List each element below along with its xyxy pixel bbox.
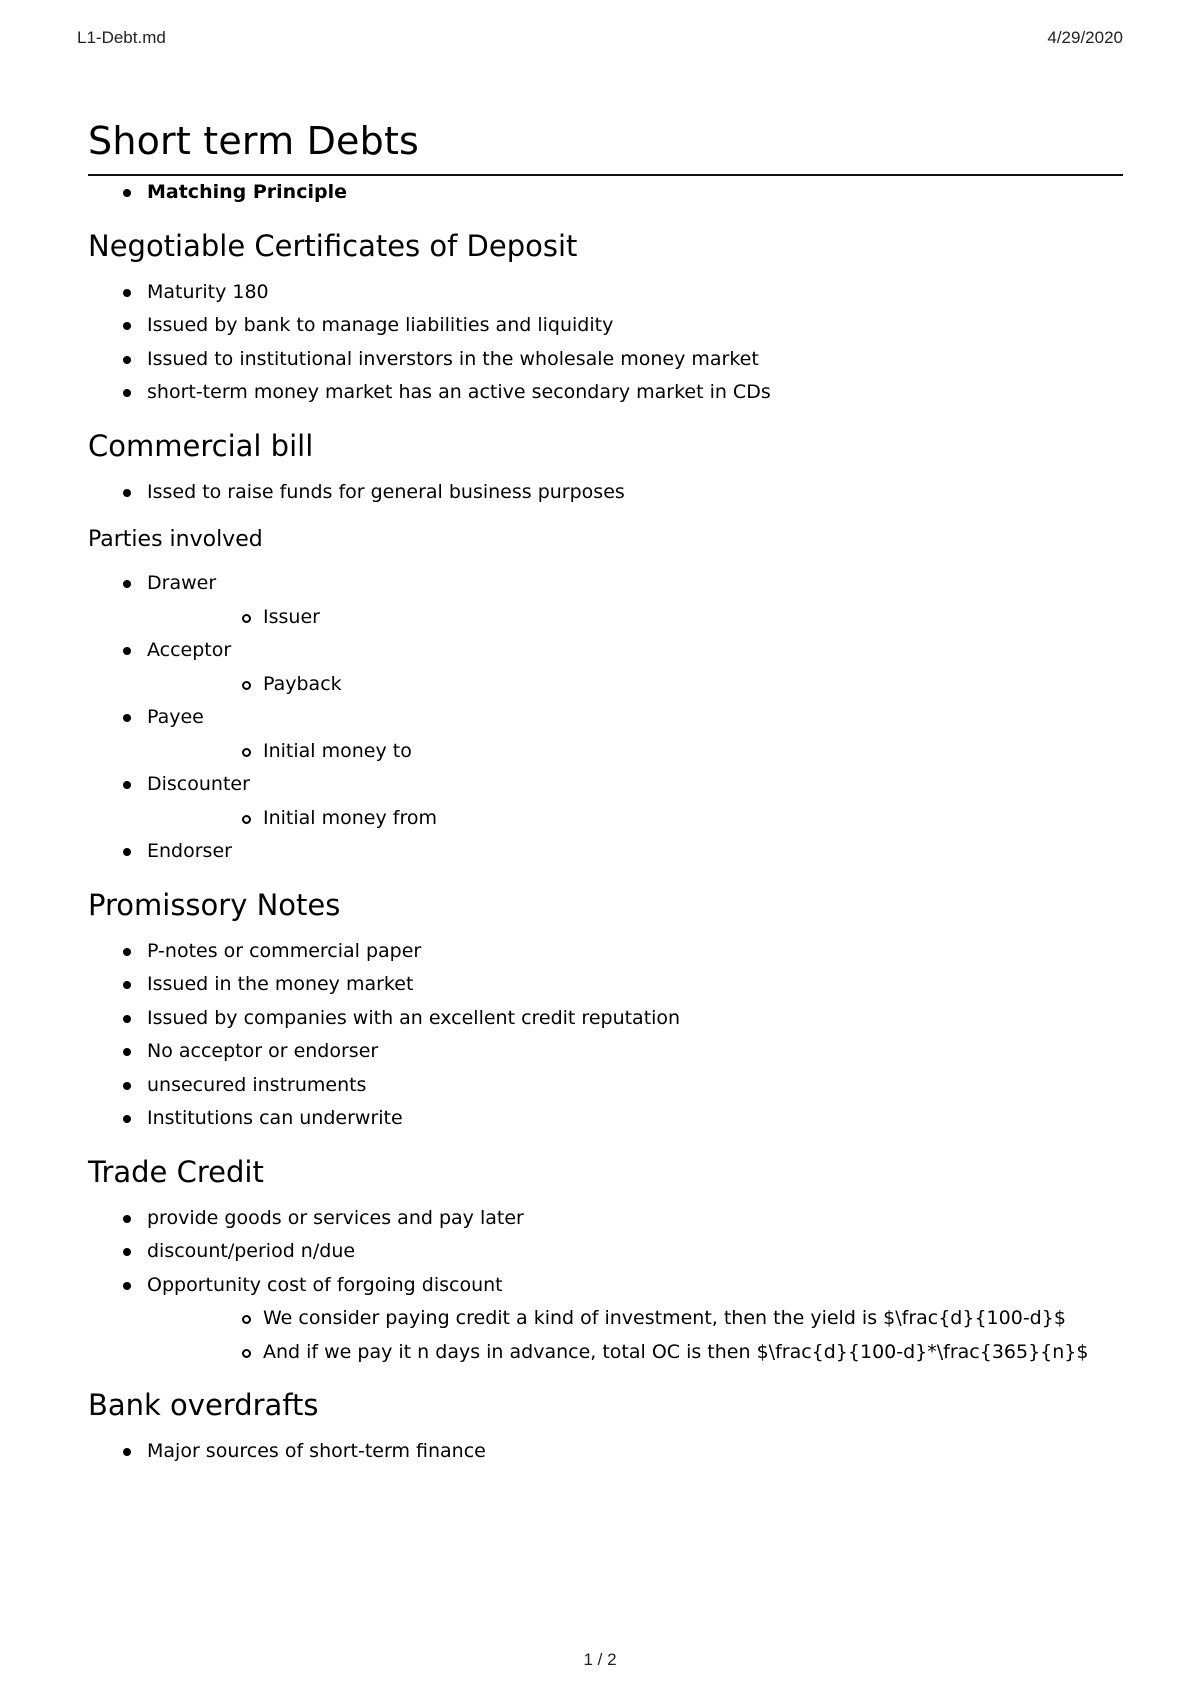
section-heading-ncd: Negotiable Certificates of Deposit [88, 228, 578, 263]
sub-list-item-text: Payback [263, 672, 342, 695]
section-heading-promissory-notes: Promissory Notes [88, 887, 341, 922]
sub-list [147, 735, 1123, 769]
list-item [88, 1269, 1123, 1370]
list-item-text: Institutions can underwrite [147, 1107, 403, 1129]
list-item [88, 1002, 1123, 1036]
bullet-icon [123, 1048, 131, 1056]
subsection-heading-parties: Parties involved [88, 527, 263, 552]
header-filename: L1-Debt.md [77, 28, 166, 47]
sub-list [147, 668, 1123, 702]
list-item [88, 309, 1123, 343]
list-item [88, 634, 1123, 701]
trade-credit-list [88, 1202, 1123, 1370]
list-item [88, 1069, 1123, 1103]
overdrafts-list [88, 1435, 1123, 1469]
sub-list-item [147, 802, 1123, 836]
section-heading-bank-overdrafts: Bank overdrafts [88, 1388, 319, 1422]
list-item-text: Discounter [147, 773, 250, 795]
list-item-text: unsecured instruments [147, 1073, 367, 1096]
bullet-icon [123, 647, 131, 655]
section-heading-trade-credit: Trade Credit [88, 1154, 264, 1189]
list-item-text: Major sources of short-term finance [147, 1440, 486, 1462]
document-title: Short term Debts [88, 112, 1123, 176]
document-body [88, 112, 1123, 1469]
sub-list-item-text: And if we pay it n days in advance, total OC is then $\frac{d}{100-d}*\frac{365}{n}$ [263, 1340, 1089, 1363]
parties-list [88, 567, 1123, 869]
list-item [88, 968, 1123, 1002]
bullet-icon [123, 948, 131, 956]
sub-list-item [147, 1336, 1123, 1370]
list-item-text: No acceptor or endorser [147, 1040, 379, 1062]
sub-list [147, 802, 1123, 836]
bullet-icon [123, 1282, 131, 1290]
bullet-icon [123, 981, 131, 989]
list-item-text: discount/period n/due [147, 1240, 356, 1262]
list-item [88, 701, 1123, 768]
sub-list [147, 1302, 1123, 1369]
bullet-icon [123, 781, 131, 789]
ncd-list [88, 276, 1123, 410]
bullet-icon [123, 1448, 131, 1456]
list-item-text: Matching Principle [147, 181, 347, 203]
list-item [88, 1435, 1123, 1469]
sub-list [147, 601, 1123, 635]
intro-list [88, 176, 1123, 210]
list-item-text: Issued by companies with an excellent credit reputation [147, 1006, 681, 1029]
circle-bullet-icon [242, 614, 251, 623]
list-item-text: Endorser [147, 840, 232, 862]
bullet-icon [123, 1082, 131, 1090]
list-item-text: Issued in the money market [147, 973, 414, 995]
list-item-text: Payee [147, 706, 204, 728]
list-item [88, 176, 1123, 210]
circle-bullet-icon [242, 681, 251, 690]
circle-bullet-icon [242, 815, 251, 824]
list-item-text: Acceptor [147, 639, 232, 661]
list-item-text: Opportunity cost of forgoing discount [147, 1273, 503, 1296]
list-item-text: Maturity 180 [147, 280, 269, 303]
list-item-text: Drawer [147, 572, 217, 594]
bullet-icon [123, 580, 131, 588]
list-item-text: provide goods or services and pay later [147, 1206, 524, 1229]
page-number: 1 / 2 [583, 1650, 617, 1669]
bullet-icon [123, 356, 131, 364]
list-item [88, 376, 1123, 410]
bullet-icon [123, 389, 131, 397]
list-item [88, 1202, 1123, 1236]
page-header [77, 28, 1123, 52]
commercial-bill-list [88, 476, 1123, 510]
header-date: 4/29/2020 [1047, 28, 1123, 47]
bullet-icon [123, 1115, 131, 1123]
circle-bullet-icon [242, 748, 251, 757]
bullet-icon [123, 189, 131, 197]
list-item [88, 276, 1123, 310]
bullet-icon [123, 1015, 131, 1023]
bullet-icon [123, 322, 131, 330]
circle-bullet-icon [242, 1349, 251, 1358]
list-item [88, 1235, 1123, 1269]
list-item-text: Issued by bank to manage liabilities and liquidity [147, 314, 614, 336]
sub-list-item [147, 601, 1123, 635]
section-heading-commercial-bill: Commercial bill [88, 428, 314, 463]
sub-list-item-text: Initial money from [263, 806, 437, 829]
promissory-list [88, 935, 1123, 1136]
bullet-icon [123, 714, 131, 722]
sub-list-item-text: Initial money to [263, 739, 412, 762]
list-item [88, 476, 1123, 510]
list-item-text: Issued to institutional inverstors in the wholesale money market [147, 347, 759, 370]
sub-list-item [147, 668, 1123, 702]
sub-list-item-text: Issuer [263, 605, 320, 628]
circle-bullet-icon [242, 1315, 251, 1324]
list-item-text: Issed to raise funds for general business purposes [147, 480, 625, 503]
list-item-text: P-notes or commercial paper [147, 939, 422, 962]
sub-list-item [147, 1302, 1123, 1336]
bullet-icon [123, 489, 131, 497]
list-item [88, 343, 1123, 377]
list-item [88, 1102, 1123, 1136]
list-item [88, 835, 1123, 869]
bullet-icon [123, 848, 131, 856]
sub-list-item-text: We consider paying credit a kind of investment, then the yield is $\frac{d}{100-d}$ [263, 1307, 1066, 1329]
list-item [88, 935, 1123, 969]
bullet-icon [123, 1248, 131, 1256]
list-item [88, 768, 1123, 835]
list-item [88, 567, 1123, 634]
sub-list-item [147, 735, 1123, 769]
bullet-icon [123, 1215, 131, 1223]
list-item-text: short-term money market has an active secondary market in CDs [147, 381, 771, 403]
bullet-icon [123, 289, 131, 297]
list-item [88, 1035, 1123, 1069]
